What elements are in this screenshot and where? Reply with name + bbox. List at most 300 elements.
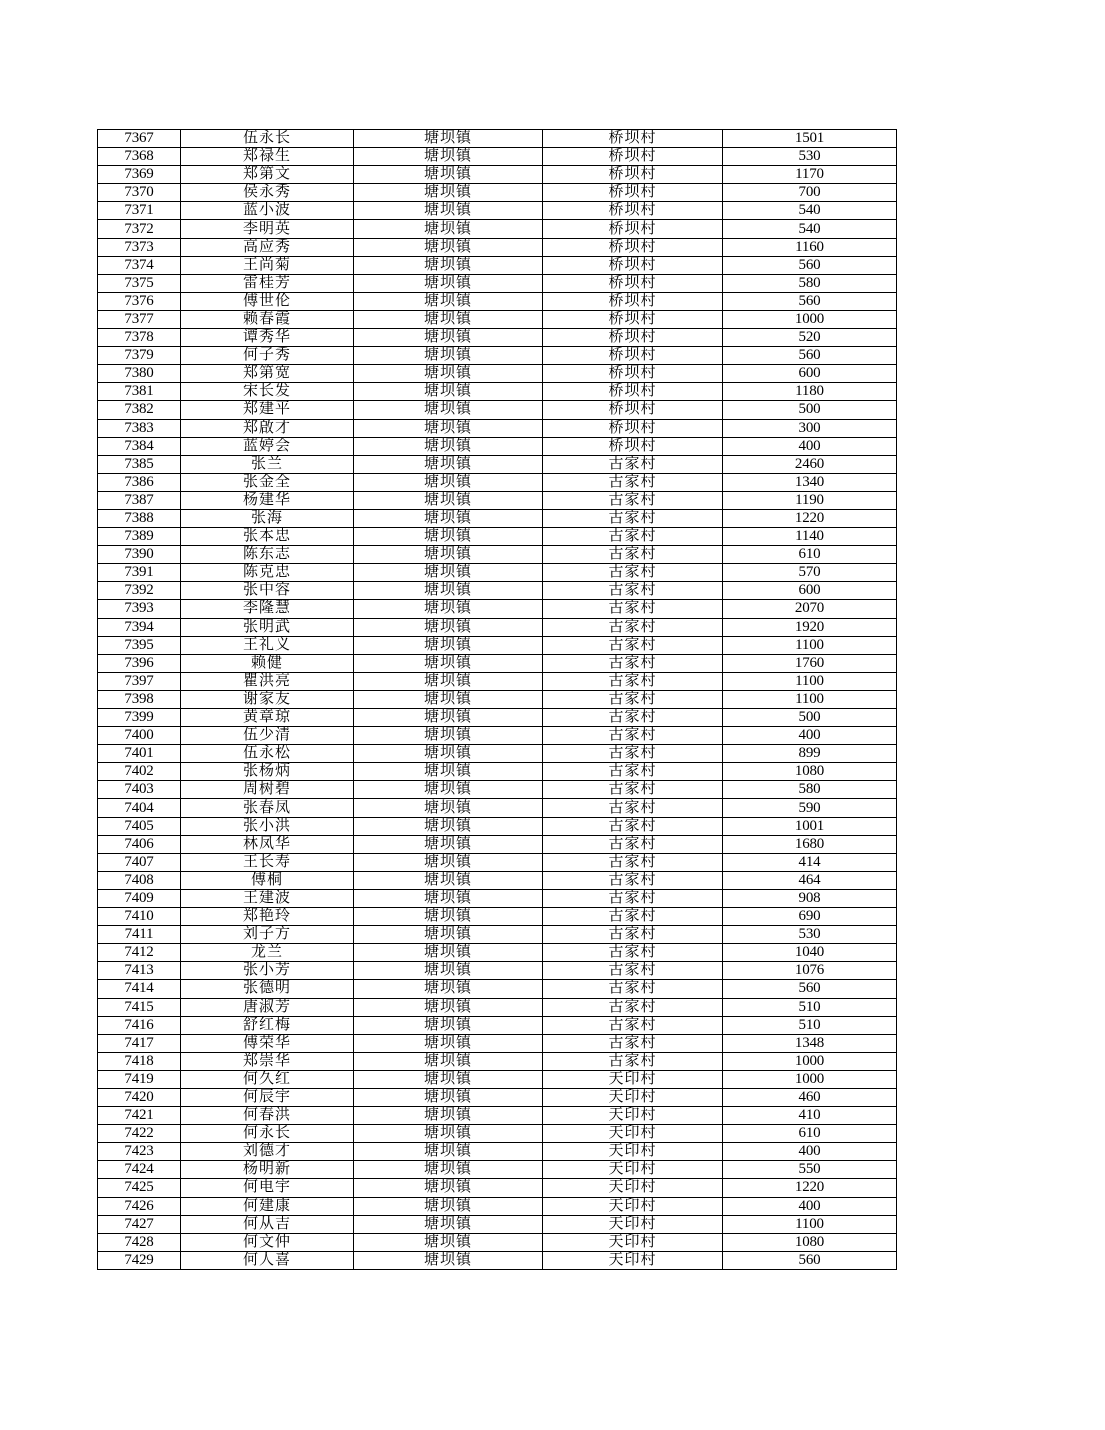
village-cell: 天印村 bbox=[543, 1197, 723, 1215]
record-id-cell: 7424 bbox=[98, 1161, 181, 1179]
person-name-cell: 何文仲 bbox=[181, 1233, 354, 1251]
record-id-cell: 7389 bbox=[98, 528, 181, 546]
table-row bbox=[98, 781, 897, 799]
amount-cell: 590 bbox=[723, 799, 897, 817]
person-name-cell: 郑崇华 bbox=[181, 1052, 354, 1070]
town-cell: 塘坝镇 bbox=[354, 202, 543, 220]
town-cell: 塘坝镇 bbox=[354, 292, 543, 310]
table-row bbox=[98, 329, 897, 347]
amount-cell: 1190 bbox=[723, 491, 897, 509]
amount-cell: 1180 bbox=[723, 383, 897, 401]
record-id-cell: 7423 bbox=[98, 1143, 181, 1161]
person-name-cell: 唐淑芳 bbox=[181, 998, 354, 1016]
table-row bbox=[98, 1088, 897, 1106]
amount-cell: 550 bbox=[723, 1161, 897, 1179]
record-id-cell: 7371 bbox=[98, 202, 181, 220]
village-cell: 桥坝村 bbox=[543, 256, 723, 274]
table-row bbox=[98, 1179, 897, 1197]
table-row bbox=[98, 980, 897, 998]
person-name-cell: 陈东志 bbox=[181, 546, 354, 564]
table-row bbox=[98, 690, 897, 708]
town-cell: 塘坝镇 bbox=[354, 1088, 543, 1106]
amount-cell: 500 bbox=[723, 709, 897, 727]
amount-cell: 560 bbox=[723, 256, 897, 274]
table-row bbox=[98, 1070, 897, 1088]
person-name-cell: 谢家友 bbox=[181, 690, 354, 708]
amount-cell: 1100 bbox=[723, 672, 897, 690]
village-cell: 古家村 bbox=[543, 745, 723, 763]
table-row bbox=[98, 853, 897, 871]
record-id-cell: 7414 bbox=[98, 980, 181, 998]
table-row bbox=[98, 437, 897, 455]
village-cell: 桥坝村 bbox=[543, 220, 723, 238]
table-row bbox=[98, 1161, 897, 1179]
town-cell: 塘坝镇 bbox=[354, 148, 543, 166]
amount-cell: 400 bbox=[723, 1197, 897, 1215]
table-row bbox=[98, 1215, 897, 1233]
town-cell: 塘坝镇 bbox=[354, 166, 543, 184]
town-cell: 塘坝镇 bbox=[354, 1034, 543, 1052]
record-id-cell: 7404 bbox=[98, 799, 181, 817]
amount-cell: 1076 bbox=[723, 962, 897, 980]
person-name-cell: 傅世伦 bbox=[181, 292, 354, 310]
record-id-cell: 7390 bbox=[98, 546, 181, 564]
person-name-cell: 何从吉 bbox=[181, 1215, 354, 1233]
record-id-cell: 7379 bbox=[98, 347, 181, 365]
village-cell: 古家村 bbox=[543, 636, 723, 654]
village-cell: 桥坝村 bbox=[543, 202, 723, 220]
person-name-cell: 何永长 bbox=[181, 1125, 354, 1143]
person-name-cell: 郑啟才 bbox=[181, 419, 354, 437]
town-cell: 塘坝镇 bbox=[354, 546, 543, 564]
table-row bbox=[98, 1251, 897, 1269]
record-id-cell: 7418 bbox=[98, 1052, 181, 1070]
table-row bbox=[98, 1125, 897, 1143]
table-row bbox=[98, 130, 897, 148]
amount-cell: 610 bbox=[723, 1125, 897, 1143]
amount-cell: 600 bbox=[723, 365, 897, 383]
person-name-cell: 蓝小波 bbox=[181, 202, 354, 220]
person-name-cell: 侯永秀 bbox=[181, 184, 354, 202]
record-id-cell: 7408 bbox=[98, 871, 181, 889]
town-cell: 塘坝镇 bbox=[354, 528, 543, 546]
person-name-cell: 何辰宇 bbox=[181, 1088, 354, 1106]
village-cell: 桥坝村 bbox=[543, 401, 723, 419]
record-id-cell: 7396 bbox=[98, 654, 181, 672]
record-id-cell: 7383 bbox=[98, 419, 181, 437]
town-cell: 塘坝镇 bbox=[354, 1233, 543, 1251]
table-row bbox=[98, 274, 897, 292]
village-cell: 古家村 bbox=[543, 1052, 723, 1070]
person-name-cell: 龙兰 bbox=[181, 944, 354, 962]
village-cell: 古家村 bbox=[543, 763, 723, 781]
record-id-cell: 7407 bbox=[98, 853, 181, 871]
person-name-cell: 伍永长 bbox=[181, 130, 354, 148]
town-cell: 塘坝镇 bbox=[354, 908, 543, 926]
record-id-cell: 7429 bbox=[98, 1251, 181, 1269]
amount-cell: 530 bbox=[723, 926, 897, 944]
person-name-cell: 李明英 bbox=[181, 220, 354, 238]
amount-cell: 1220 bbox=[723, 1179, 897, 1197]
person-name-cell: 黄章琼 bbox=[181, 709, 354, 727]
record-id-cell: 7367 bbox=[98, 130, 181, 148]
person-name-cell: 刘子方 bbox=[181, 926, 354, 944]
town-cell: 塘坝镇 bbox=[354, 1125, 543, 1143]
record-id-cell: 7387 bbox=[98, 491, 181, 509]
table-row bbox=[98, 528, 897, 546]
village-cell: 天印村 bbox=[543, 1161, 723, 1179]
amount-cell: 560 bbox=[723, 292, 897, 310]
record-id-cell: 7394 bbox=[98, 618, 181, 636]
person-name-cell: 陈克忠 bbox=[181, 564, 354, 582]
record-id-cell: 7388 bbox=[98, 509, 181, 527]
town-cell: 塘坝镇 bbox=[354, 799, 543, 817]
record-id-cell: 7391 bbox=[98, 564, 181, 582]
person-name-cell: 何电宇 bbox=[181, 1179, 354, 1197]
town-cell: 塘坝镇 bbox=[354, 509, 543, 527]
person-name-cell: 雷桂芳 bbox=[181, 274, 354, 292]
town-cell: 塘坝镇 bbox=[354, 672, 543, 690]
town-cell: 塘坝镇 bbox=[354, 618, 543, 636]
town-cell: 塘坝镇 bbox=[354, 1070, 543, 1088]
person-name-cell: 郑禄生 bbox=[181, 148, 354, 166]
person-name-cell: 何子秀 bbox=[181, 347, 354, 365]
table-row bbox=[98, 383, 897, 401]
amount-cell: 1040 bbox=[723, 944, 897, 962]
village-cell: 古家村 bbox=[543, 853, 723, 871]
village-cell: 古家村 bbox=[543, 1016, 723, 1034]
village-cell: 古家村 bbox=[543, 835, 723, 853]
amount-cell: 1170 bbox=[723, 166, 897, 184]
person-name-cell: 张兰 bbox=[181, 455, 354, 473]
record-id-cell: 7405 bbox=[98, 817, 181, 835]
person-name-cell: 赖春霞 bbox=[181, 310, 354, 328]
village-cell: 天印村 bbox=[543, 1233, 723, 1251]
table-row bbox=[98, 473, 897, 491]
table-row bbox=[98, 1034, 897, 1052]
table-row bbox=[98, 1052, 897, 1070]
town-cell: 塘坝镇 bbox=[354, 889, 543, 907]
table-row bbox=[98, 889, 897, 907]
amount-cell: 400 bbox=[723, 437, 897, 455]
village-cell: 桥坝村 bbox=[543, 365, 723, 383]
person-name-cell: 舒红梅 bbox=[181, 1016, 354, 1034]
village-cell: 古家村 bbox=[543, 908, 723, 926]
town-cell: 塘坝镇 bbox=[354, 709, 543, 727]
record-id-cell: 7397 bbox=[98, 672, 181, 690]
table-row bbox=[98, 944, 897, 962]
village-cell: 古家村 bbox=[543, 491, 723, 509]
amount-cell: 700 bbox=[723, 184, 897, 202]
village-cell: 古家村 bbox=[543, 944, 723, 962]
town-cell: 塘坝镇 bbox=[354, 944, 543, 962]
village-cell: 天印村 bbox=[543, 1215, 723, 1233]
village-cell: 古家村 bbox=[543, 654, 723, 672]
record-id-cell: 7385 bbox=[98, 455, 181, 473]
record-id-cell: 7421 bbox=[98, 1107, 181, 1125]
person-name-cell: 张杨炳 bbox=[181, 763, 354, 781]
town-cell: 塘坝镇 bbox=[354, 1016, 543, 1034]
village-cell: 天印村 bbox=[543, 1143, 723, 1161]
town-cell: 塘坝镇 bbox=[354, 184, 543, 202]
record-id-cell: 7377 bbox=[98, 310, 181, 328]
table-row bbox=[98, 654, 897, 672]
town-cell: 塘坝镇 bbox=[354, 491, 543, 509]
village-cell: 古家村 bbox=[543, 690, 723, 708]
data-table bbox=[97, 129, 897, 1270]
record-id-cell: 7384 bbox=[98, 437, 181, 455]
record-id-cell: 7381 bbox=[98, 383, 181, 401]
person-name-cell: 王尚菊 bbox=[181, 256, 354, 274]
person-name-cell: 傅荣华 bbox=[181, 1034, 354, 1052]
village-cell: 古家村 bbox=[543, 672, 723, 690]
table-row bbox=[98, 347, 897, 365]
person-name-cell: 张明武 bbox=[181, 618, 354, 636]
record-id-cell: 7370 bbox=[98, 184, 181, 202]
record-id-cell: 7413 bbox=[98, 962, 181, 980]
town-cell: 塘坝镇 bbox=[354, 1179, 543, 1197]
amount-cell: 1160 bbox=[723, 238, 897, 256]
village-cell: 桥坝村 bbox=[543, 383, 723, 401]
person-name-cell: 刘德才 bbox=[181, 1143, 354, 1161]
amount-cell: 1100 bbox=[723, 1215, 897, 1233]
record-id-cell: 7373 bbox=[98, 238, 181, 256]
person-name-cell: 张海 bbox=[181, 509, 354, 527]
amount-cell: 540 bbox=[723, 202, 897, 220]
town-cell: 塘坝镇 bbox=[354, 1251, 543, 1269]
record-id-cell: 7412 bbox=[98, 944, 181, 962]
record-id-cell: 7428 bbox=[98, 1233, 181, 1251]
table-row bbox=[98, 419, 897, 437]
table-row bbox=[98, 908, 897, 926]
table-row bbox=[98, 365, 897, 383]
person-name-cell: 伍少清 bbox=[181, 727, 354, 745]
amount-cell: 520 bbox=[723, 329, 897, 347]
table-row bbox=[98, 491, 897, 509]
village-cell: 古家村 bbox=[543, 926, 723, 944]
village-cell: 桥坝村 bbox=[543, 292, 723, 310]
village-cell: 古家村 bbox=[543, 889, 723, 907]
village-cell: 古家村 bbox=[543, 509, 723, 527]
person-name-cell: 瞿洪亮 bbox=[181, 672, 354, 690]
village-cell: 天印村 bbox=[543, 1088, 723, 1106]
village-cell: 古家村 bbox=[543, 582, 723, 600]
village-cell: 天印村 bbox=[543, 1070, 723, 1088]
amount-cell: 560 bbox=[723, 980, 897, 998]
person-name-cell: 张中容 bbox=[181, 582, 354, 600]
town-cell: 塘坝镇 bbox=[354, 600, 543, 618]
table-row bbox=[98, 455, 897, 473]
town-cell: 塘坝镇 bbox=[354, 256, 543, 274]
person-name-cell: 张本忠 bbox=[181, 528, 354, 546]
amount-cell: 1501 bbox=[723, 130, 897, 148]
town-cell: 塘坝镇 bbox=[354, 220, 543, 238]
person-name-cell: 周树碧 bbox=[181, 781, 354, 799]
person-name-cell: 张小洪 bbox=[181, 817, 354, 835]
amount-cell: 570 bbox=[723, 564, 897, 582]
table-row bbox=[98, 148, 897, 166]
town-cell: 塘坝镇 bbox=[354, 437, 543, 455]
person-name-cell: 杨明新 bbox=[181, 1161, 354, 1179]
town-cell: 塘坝镇 bbox=[354, 329, 543, 347]
table-row bbox=[98, 401, 897, 419]
village-cell: 天印村 bbox=[543, 1107, 723, 1125]
table-row bbox=[98, 763, 897, 781]
village-cell: 古家村 bbox=[543, 962, 723, 980]
town-cell: 塘坝镇 bbox=[354, 980, 543, 998]
record-id-cell: 7376 bbox=[98, 292, 181, 310]
amount-cell: 1000 bbox=[723, 1070, 897, 1088]
person-name-cell: 蓝婷会 bbox=[181, 437, 354, 455]
table-row bbox=[98, 745, 897, 763]
amount-cell: 1340 bbox=[723, 473, 897, 491]
table-row bbox=[98, 509, 897, 527]
person-name-cell: 宋长发 bbox=[181, 383, 354, 401]
table-body bbox=[98, 130, 897, 1270]
amount-cell: 1001 bbox=[723, 817, 897, 835]
town-cell: 塘坝镇 bbox=[354, 654, 543, 672]
amount-cell: 1000 bbox=[723, 1052, 897, 1070]
amount-cell: 1220 bbox=[723, 509, 897, 527]
record-id-cell: 7380 bbox=[98, 365, 181, 383]
person-name-cell: 张小芳 bbox=[181, 962, 354, 980]
amount-cell: 510 bbox=[723, 998, 897, 1016]
town-cell: 塘坝镇 bbox=[354, 564, 543, 582]
town-cell: 塘坝镇 bbox=[354, 473, 543, 491]
town-cell: 塘坝镇 bbox=[354, 871, 543, 889]
record-id-cell: 7399 bbox=[98, 709, 181, 727]
person-name-cell: 何建康 bbox=[181, 1197, 354, 1215]
village-cell: 桥坝村 bbox=[543, 238, 723, 256]
table-row bbox=[98, 202, 897, 220]
town-cell: 塘坝镇 bbox=[354, 636, 543, 654]
record-id-cell: 7382 bbox=[98, 401, 181, 419]
village-cell: 天印村 bbox=[543, 1125, 723, 1143]
amount-cell: 1680 bbox=[723, 835, 897, 853]
amount-cell: 530 bbox=[723, 148, 897, 166]
village-cell: 桥坝村 bbox=[543, 166, 723, 184]
amount-cell: 899 bbox=[723, 745, 897, 763]
record-id-cell: 7374 bbox=[98, 256, 181, 274]
table-row bbox=[98, 618, 897, 636]
village-cell: 古家村 bbox=[543, 528, 723, 546]
village-cell: 古家村 bbox=[543, 455, 723, 473]
village-cell: 桥坝村 bbox=[543, 130, 723, 148]
amount-cell: 1080 bbox=[723, 1233, 897, 1251]
village-cell: 古家村 bbox=[543, 546, 723, 564]
village-cell: 古家村 bbox=[543, 564, 723, 582]
table-row bbox=[98, 310, 897, 328]
village-cell: 桥坝村 bbox=[543, 310, 723, 328]
table-row bbox=[98, 835, 897, 853]
record-id-cell: 7411 bbox=[98, 926, 181, 944]
table-row bbox=[98, 817, 897, 835]
record-id-cell: 7401 bbox=[98, 745, 181, 763]
village-cell: 桥坝村 bbox=[543, 329, 723, 347]
amount-cell: 400 bbox=[723, 727, 897, 745]
table-row bbox=[98, 926, 897, 944]
town-cell: 塘坝镇 bbox=[354, 690, 543, 708]
amount-cell: 2460 bbox=[723, 455, 897, 473]
town-cell: 塘坝镇 bbox=[354, 238, 543, 256]
amount-cell: 500 bbox=[723, 401, 897, 419]
person-name-cell: 谭秀华 bbox=[181, 329, 354, 347]
town-cell: 塘坝镇 bbox=[354, 1052, 543, 1070]
village-cell: 古家村 bbox=[543, 600, 723, 618]
town-cell: 塘坝镇 bbox=[354, 582, 543, 600]
table-row bbox=[98, 256, 897, 274]
amount-cell: 908 bbox=[723, 889, 897, 907]
town-cell: 塘坝镇 bbox=[354, 383, 543, 401]
person-name-cell: 傅桐 bbox=[181, 871, 354, 889]
record-id-cell: 7378 bbox=[98, 329, 181, 347]
village-cell: 桥坝村 bbox=[543, 419, 723, 437]
town-cell: 塘坝镇 bbox=[354, 745, 543, 763]
table-row bbox=[98, 546, 897, 564]
record-id-cell: 7420 bbox=[98, 1088, 181, 1106]
record-id-cell: 7386 bbox=[98, 473, 181, 491]
record-id-cell: 7393 bbox=[98, 600, 181, 618]
record-id-cell: 7400 bbox=[98, 727, 181, 745]
town-cell: 塘坝镇 bbox=[354, 401, 543, 419]
town-cell: 塘坝镇 bbox=[354, 853, 543, 871]
table-row bbox=[98, 238, 897, 256]
town-cell: 塘坝镇 bbox=[354, 347, 543, 365]
table-row bbox=[98, 292, 897, 310]
table-row bbox=[98, 220, 897, 238]
person-name-cell: 王建波 bbox=[181, 889, 354, 907]
table-row bbox=[98, 962, 897, 980]
person-name-cell: 赖健 bbox=[181, 654, 354, 672]
town-cell: 塘坝镇 bbox=[354, 763, 543, 781]
town-cell: 塘坝镇 bbox=[354, 962, 543, 980]
amount-cell: 1000 bbox=[723, 310, 897, 328]
record-id-cell: 7427 bbox=[98, 1215, 181, 1233]
person-name-cell: 何春洪 bbox=[181, 1107, 354, 1125]
village-cell: 古家村 bbox=[543, 817, 723, 835]
record-id-cell: 7417 bbox=[98, 1034, 181, 1052]
village-cell: 桥坝村 bbox=[543, 437, 723, 455]
village-cell: 古家村 bbox=[543, 618, 723, 636]
record-id-cell: 7426 bbox=[98, 1197, 181, 1215]
person-name-cell: 郑建平 bbox=[181, 401, 354, 419]
record-id-cell: 7369 bbox=[98, 166, 181, 184]
village-cell: 古家村 bbox=[543, 781, 723, 799]
town-cell: 塘坝镇 bbox=[354, 419, 543, 437]
village-cell: 天印村 bbox=[543, 1179, 723, 1197]
table-row bbox=[98, 998, 897, 1016]
table-row bbox=[98, 564, 897, 582]
amount-cell: 510 bbox=[723, 1016, 897, 1034]
town-cell: 塘坝镇 bbox=[354, 130, 543, 148]
person-name-cell: 杨建华 bbox=[181, 491, 354, 509]
amount-cell: 540 bbox=[723, 220, 897, 238]
record-id-cell: 7402 bbox=[98, 763, 181, 781]
table-row bbox=[98, 582, 897, 600]
table-row bbox=[98, 184, 897, 202]
village-cell: 古家村 bbox=[543, 727, 723, 745]
village-cell: 古家村 bbox=[543, 1034, 723, 1052]
village-cell: 古家村 bbox=[543, 998, 723, 1016]
amount-cell: 1348 bbox=[723, 1034, 897, 1052]
table-row bbox=[98, 672, 897, 690]
amount-cell: 300 bbox=[723, 419, 897, 437]
amount-cell: 1100 bbox=[723, 636, 897, 654]
table-row bbox=[98, 1233, 897, 1251]
record-id-cell: 7375 bbox=[98, 274, 181, 292]
amount-cell: 560 bbox=[723, 347, 897, 365]
amount-cell: 690 bbox=[723, 908, 897, 926]
